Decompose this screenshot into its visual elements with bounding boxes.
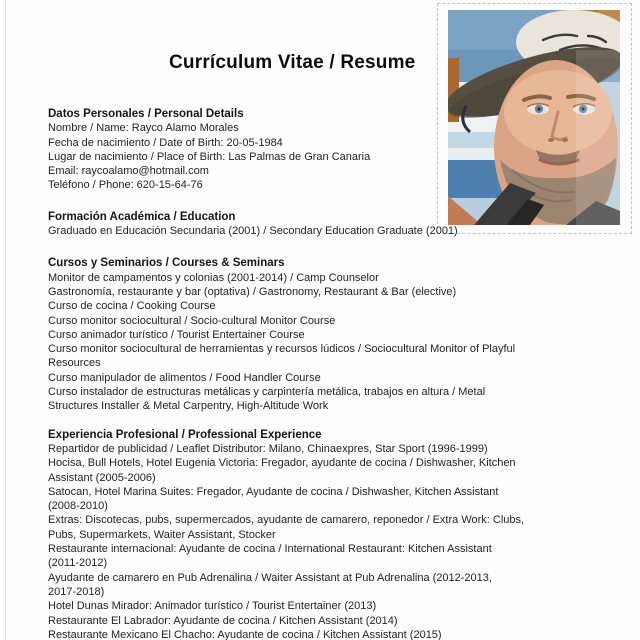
cv-text-line: Curso monitor sociocultural / Socio-cultural Monitor Course: [48, 314, 336, 327]
cv-text-line: Hotel Dunas Mirador: Animador turístico / Tourist Entertainer (2013): [48, 600, 377, 613]
education-lines: [48, 224, 612, 238]
cv-text-line: (2008-2010): [48, 500, 108, 513]
cv-text-line: Restaurante internacional: Ayudante de cocina / International Restaurant: Kitchen Assistant: [48, 543, 492, 556]
cv-text-line: Lugar de nacimiento / Place of Birth: Las Palmas de Gran Canaria: [48, 150, 371, 163]
section-courses-seminars: [48, 256, 612, 413]
cv-text-line: Ayudante de camarero en Pub Adrenalina / Waiter Assistant at Pub Adrenalina (2012-2013,: [48, 571, 492, 584]
cv-text-line: Email: raycoalamo@hotmail.com: [48, 165, 209, 178]
cv-text-line: Monitor de campamentos y colonias (2001-2014) / Camp Counselor: [48, 271, 379, 284]
page-title: Currículum Vitae / Resume: [169, 52, 416, 73]
cv-text-line: Repartidor de publicidad / Leaflet Distributor: Milano, Chinaexpres, Star Sport (1996-1999): [48, 442, 488, 455]
section-heading-education: Formación Académica / Education: [48, 210, 236, 223]
scan-page-edge: [5, 0, 6, 640]
cv-text-line: Restaurante El Labrador: Ayudante de cocina / Kitchen Assistant (2014): [48, 614, 398, 627]
cv-text-line: Curso de cocina / Cooking Course: [48, 300, 216, 313]
cv-text-line: Curso animador turístico / Tourist Entertainer Course: [48, 328, 305, 341]
cv-text-line: Extras: Discotecas, pubs, supermercados, ayudante de camarero, reponedor / Extra Work: Clubs,: [48, 514, 525, 527]
cv-text-line: Curso manipulador de alimentos / Food Handler Course: [48, 371, 321, 384]
cv-text-line: Curso instalador de estructuras metálicas y carpintería metálica, trabajos en altura / Metal: [48, 386, 486, 399]
cv-text-line: Pubs, Supermarkets, Waiter Assistant, Stocker: [48, 528, 276, 541]
personal-details-lines: [48, 121, 612, 192]
cv-text-line: Structures Installer & Metal Carpentry, High-Altitude Work: [48, 400, 329, 413]
cv-text-line: Gastronomía, restaurante y bar (optativa) / Gastronomy, Restaurant & Bar (elective): [48, 285, 457, 298]
cv-text-line: (2011-2012): [48, 557, 108, 570]
cv-text-line: Assistant (2005-2006): [48, 471, 156, 484]
cv-text-line: Satocan, Hotel Marina Suites: Fregador, Ayudante de cocina / Dishwasher, Kitchen Assistant: [48, 485, 499, 498]
section-heading-experience: Experiencia Profesional / Professional Experience: [48, 428, 322, 441]
cv-text-line: Nombre / Name: Rayco Alamo Morales: [48, 122, 239, 135]
cv-text-line: Curso monitor sociocultural de herramientas y recursos lúdicos / Sociocultural Monitor of Playful: [48, 343, 516, 356]
section-personal-details: [48, 107, 612, 193]
cv-text-line: Graduado en Educación Secundaria (2001) / Secondary Education Graduate (2001): [48, 225, 458, 238]
section-heading-personal-details: Datos Personales / Personal Details: [48, 108, 244, 120]
section-heading-courses: Cursos y Seminarios / Courses & Seminars: [48, 257, 285, 270]
cv-text-line: Fecha de nacimiento / Date of Birth: 20-05-1984: [48, 136, 283, 149]
cv-text-line: 2017-2018): [48, 585, 105, 598]
courses-lines: [48, 271, 612, 414]
section-professional-experience: [48, 428, 612, 640]
cv-text-line: Resources: [48, 357, 101, 370]
cv-text-line: Teléfono / Phone: 620-15-64-76: [48, 179, 203, 192]
section-education: [48, 210, 612, 239]
experience-lines: [48, 442, 612, 640]
cv-content: [48, 107, 612, 640]
cv-text-line: Restaurante Mexicano El Chacho: Ayudante de cocina / Kitchen Assistant (2015): [48, 628, 442, 640]
cv-text-line: Hocisa, Bull Hotels, Hotel Eugenia Victoria: Fregador, ayudante de cocina / Dishwasher, Kitchen: [48, 457, 516, 470]
